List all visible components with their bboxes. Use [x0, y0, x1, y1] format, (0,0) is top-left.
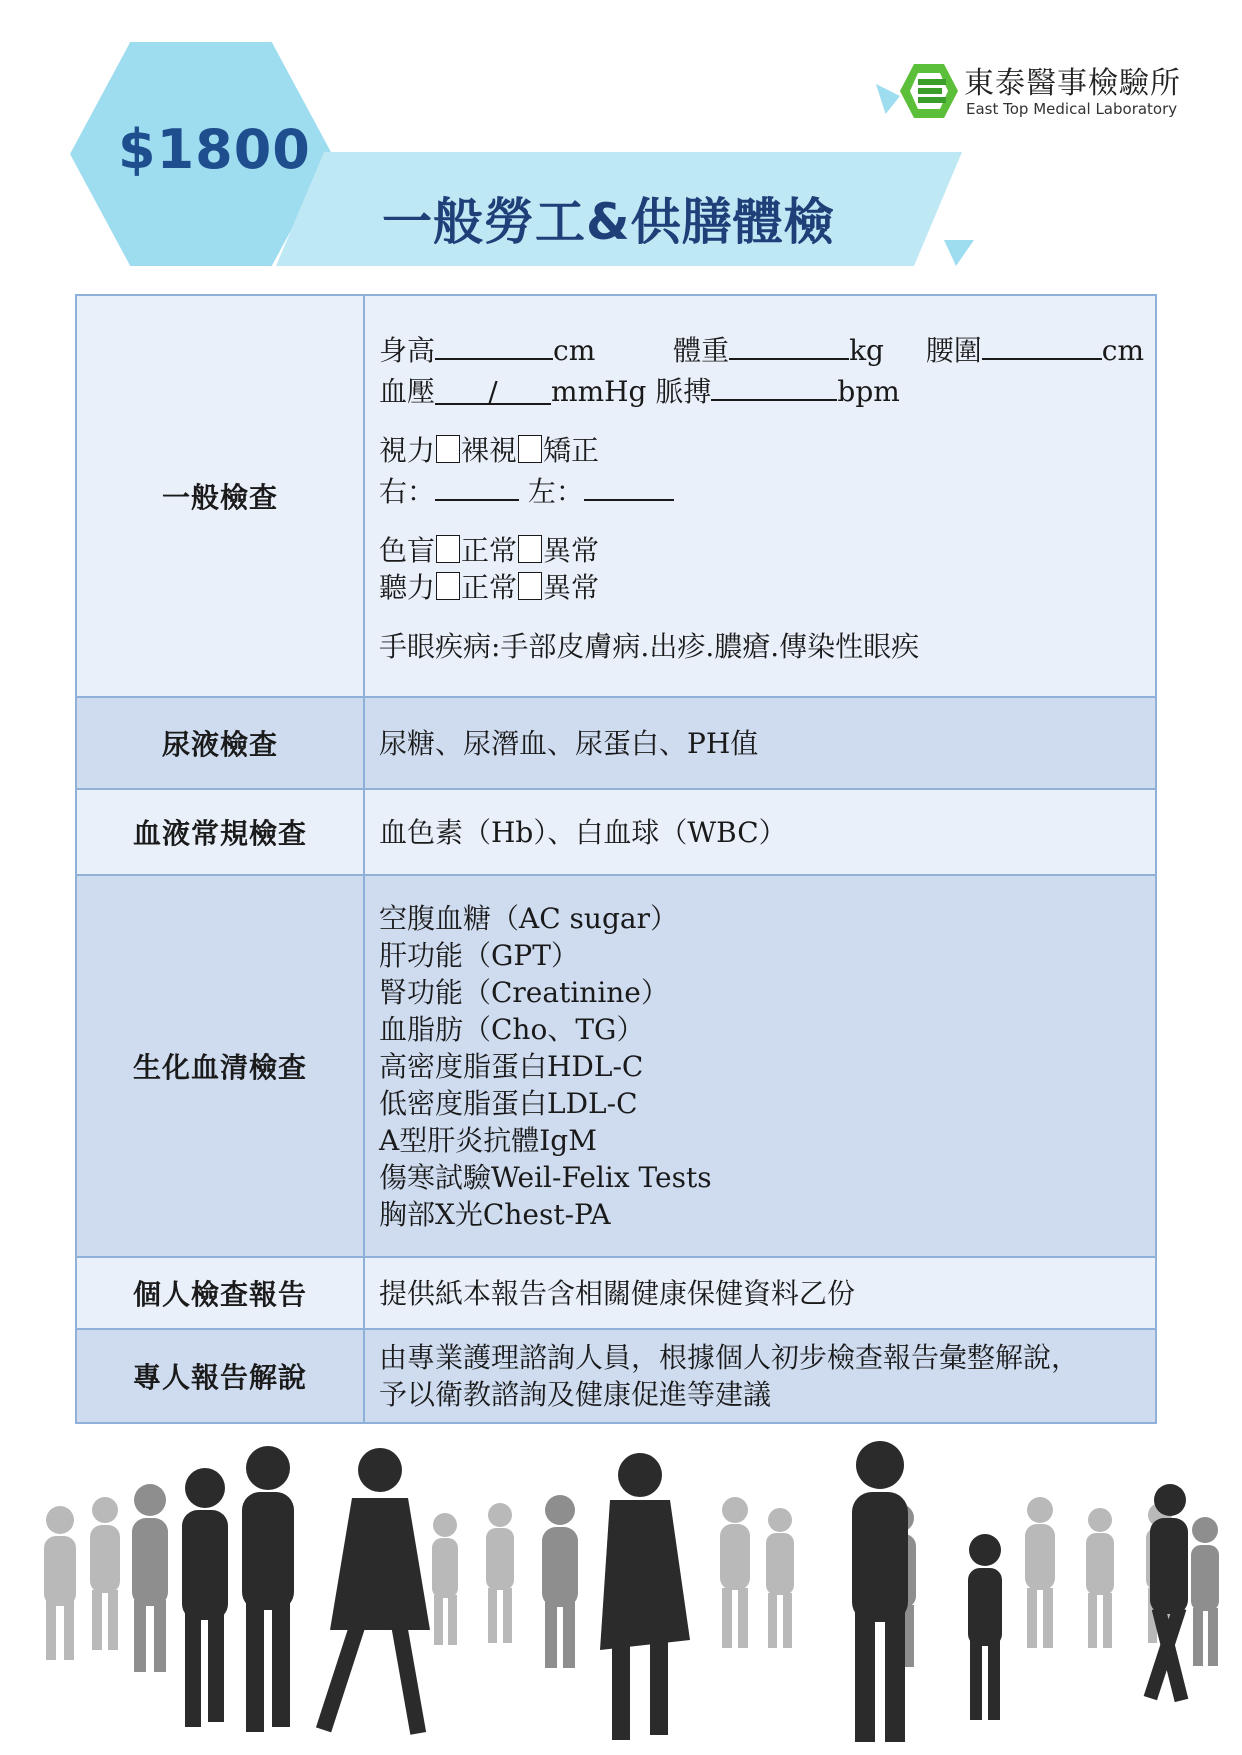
color-normal-label: 正常 — [461, 533, 518, 567]
row-label-consult: 專人報告解說 — [77, 1330, 365, 1422]
color-abnormal-label: 異常 — [543, 533, 600, 567]
vision-naked-label: 裸視 — [461, 433, 518, 467]
row-blood-exam — [77, 790, 1155, 876]
general-exam-content — [365, 296, 1156, 696]
bp-label: 血壓 — [379, 374, 436, 408]
row-label-urine: 尿液檢查 — [77, 698, 365, 788]
waist-label: 腰圍 — [925, 333, 982, 367]
pulse-blank[interactable] — [711, 369, 837, 401]
weight-label: 體重 — [673, 333, 730, 367]
page-title: 一般勞工&供膳體檢 — [382, 193, 835, 251]
urine-exam-text: 尿糖、尿潛血、尿蛋白、PH值 — [379, 726, 759, 760]
row-urine-exam — [77, 698, 1155, 790]
consult-content — [365, 1330, 1155, 1422]
vision-label: 視力 — [379, 433, 436, 467]
ribbon-triangle-decoration — [944, 240, 974, 266]
hand-eye-disease-line: 手眼疾病:手部皮膚病.出疹.膿瘡.傳染性眼疾 — [379, 629, 920, 663]
row-biochem-exam — [77, 876, 1155, 1258]
lab-name-english: East Top Medical Laboratory — [966, 100, 1178, 118]
color-abnormal-checkbox[interactable] — [518, 535, 542, 563]
vision-lr-line — [379, 469, 1144, 510]
vision-corrected-label: 矯正 — [543, 433, 600, 467]
price-text: $1800 — [118, 118, 311, 181]
list-item: 肝功能（GPT） — [379, 938, 579, 972]
row-label-general: 一般檢查 — [77, 296, 365, 696]
color-normal-checkbox[interactable] — [436, 535, 460, 563]
height-unit: cm — [553, 333, 596, 367]
list-item: 腎功能（Creatinine） — [379, 975, 669, 1009]
list-item: 低密度脂蛋白LDL-C — [379, 1086, 638, 1120]
list-item: 高密度脂蛋白HDL-C — [379, 1049, 644, 1083]
report-content — [365, 1258, 1155, 1328]
blood-exam-text: 血色素（Hb）、白血球（WBC） — [379, 815, 787, 849]
pulse-label: 脈搏 — [655, 374, 712, 408]
height-label: 身高 — [379, 333, 436, 367]
left-eye-blank[interactable] — [584, 469, 674, 501]
list-item: 血脂肪（Cho、TG） — [379, 1012, 645, 1046]
waist-unit: cm — [1101, 333, 1145, 367]
right-eye-blank[interactable] — [435, 469, 519, 501]
weight-blank[interactable] — [729, 328, 849, 360]
vision-corrected-checkbox[interactable] — [518, 435, 542, 463]
hearing-abnormal-label: 異常 — [543, 570, 600, 604]
hearing-line — [379, 569, 1144, 606]
lab-logo-icon — [898, 60, 960, 122]
row-label-report: 個人檢查報告 — [77, 1258, 365, 1328]
lab-name-chinese: 東泰醫事檢驗所 — [964, 66, 1181, 101]
list-item: A型肝炎抗體IgM — [379, 1123, 597, 1157]
report-text: 提供紙本報告含相關健康保健資料乙份 — [379, 1276, 856, 1310]
hearing-label: 聽力 — [379, 570, 436, 604]
weight-unit: kg — [849, 333, 884, 367]
vision-naked-checkbox[interactable] — [436, 435, 460, 463]
hearing-normal-checkbox[interactable] — [436, 572, 460, 600]
list-item: 空腹血糖（AC sugar） — [379, 901, 678, 935]
row-personal-report — [77, 1258, 1155, 1330]
bp-unit: mmHg — [551, 374, 647, 408]
pulse-unit: bpm — [837, 374, 900, 408]
color-blind-line — [379, 532, 1144, 569]
height-blank[interactable] — [435, 328, 553, 360]
list-item: 傷寒試驗Weil-Felix Tests — [379, 1160, 712, 1194]
bp-pulse-line — [379, 369, 1144, 410]
consult-text-line1: 由專業護理諮詢人員，根據個人初步檢查報告彙整解說， — [379, 1341, 1080, 1374]
list-item: 胸部X光Chest-PA — [379, 1197, 611, 1231]
body-measure-line — [379, 328, 1144, 369]
row-general-exam — [77, 296, 1155, 698]
hearing-abnormal-checkbox[interactable] — [518, 572, 542, 600]
biochem-exam-content — [365, 876, 1155, 1256]
bp-blank[interactable] — [435, 373, 551, 408]
left-eye-label: 左： — [527, 474, 584, 508]
crowd-silhouette-illustration — [0, 1440, 1242, 1755]
urine-exam-content — [365, 698, 1155, 788]
blood-exam-content — [365, 790, 1155, 874]
hearing-normal-label: 正常 — [461, 570, 518, 604]
consult-text-line2: 予以衛教諮詢及健康促進等建議 — [379, 1378, 772, 1411]
vision-line — [379, 432, 1144, 469]
bp-slash: / — [488, 374, 498, 408]
waist-blank[interactable] — [982, 328, 1102, 360]
logo-triangle-decoration — [876, 84, 900, 114]
row-label-biochem: 生化血清檢查 — [77, 876, 365, 1256]
row-report-consult — [77, 1330, 1155, 1422]
row-label-blood: 血液常規檢查 — [77, 790, 365, 874]
checkup-table — [75, 294, 1157, 1424]
color-blind-label: 色盲 — [379, 533, 436, 567]
right-eye-label: 右： — [379, 474, 436, 508]
